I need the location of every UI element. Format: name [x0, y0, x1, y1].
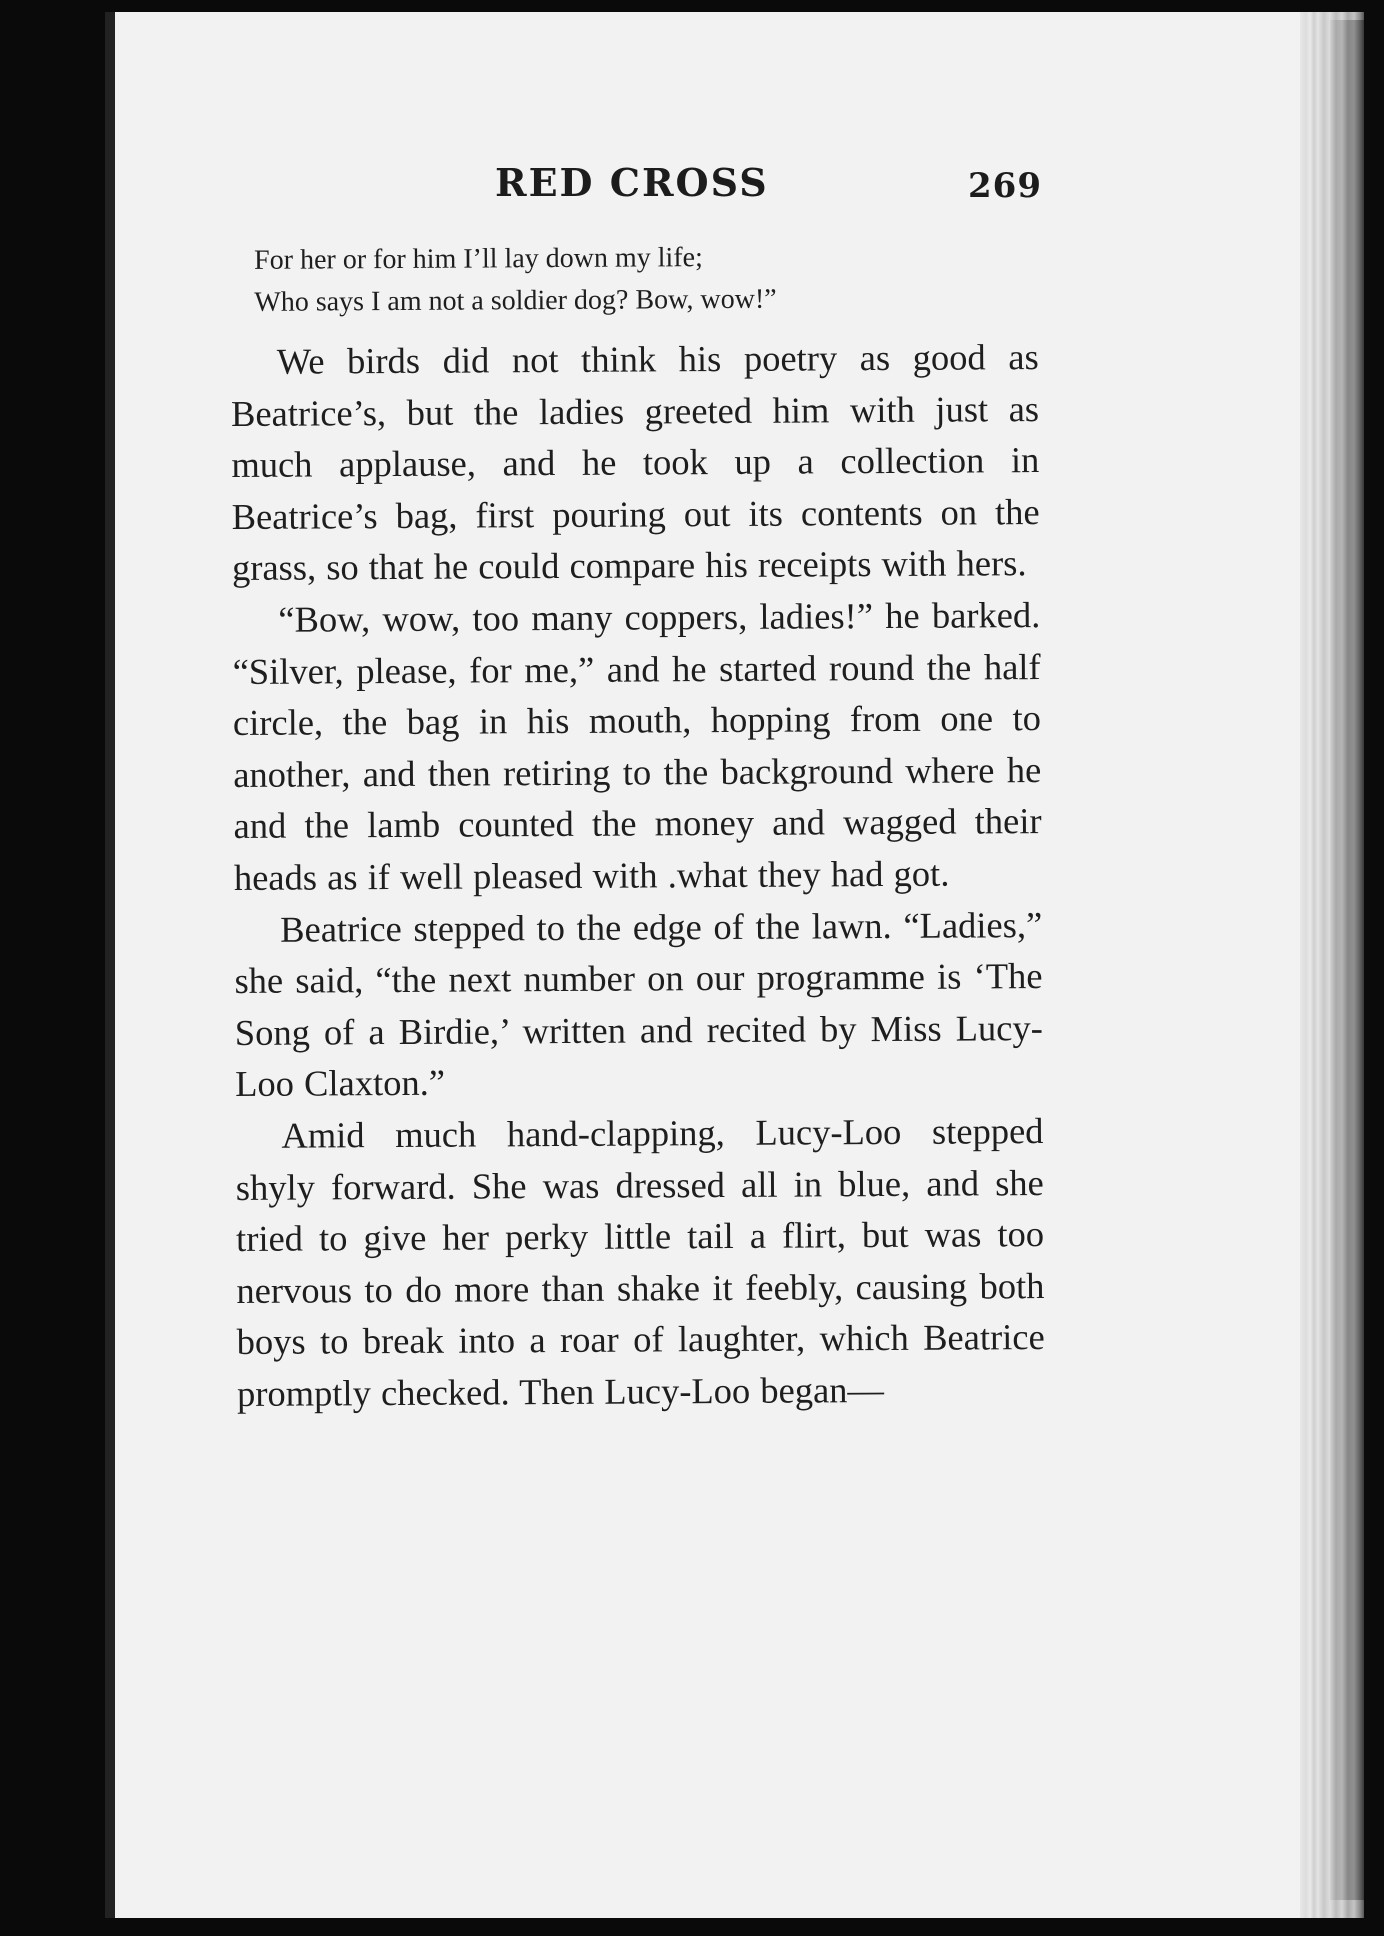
verse-line: Who says I am not a soldier dog? Bow, wow!” [254, 283, 777, 318]
running-head [0, 160, 1384, 220]
paragraph: Amid much hand-clapping, Lucy-Loo stepped shyly forward. She was dressed all in blue, and she tried to give her perky little tail a flirt, but was too nervous to do more than shake it feebly, causing both boys to break into a roar of laughter, which Beatrice promptly checked. Then Lucy-Loo began— [235, 1109, 1045, 1414]
body-text [230, 235, 1045, 1419]
paragraph: Beatrice stepped to the edge of the lawn. “Ladies,” she said, “the next number on our programme is ‘The Song of a Birdie,’ written and recited by Miss Lucy-Loo Claxton.” [234, 903, 1043, 1105]
paragraph: We birds did not think his poetry as good as Beatrice’s, but the ladies greeted him with just as much applause, and he took up a collection in Beatrice’s bag, first pouring out its contents on the grass, so that he could compare his receipts with hers. [230, 336, 1040, 589]
verse-block [254, 235, 1038, 324]
book-spine-shadow [105, 12, 115, 1918]
chapter-title: RED CROSS [495, 160, 769, 205]
paragraph: “Bow, wow, too many coppers, ladies!” he barked. “Silver, please, for me,” and he started round the half circle, the bag in his mouth, hopping from one to another, and then retiring to the background where he and the lamb counted the money and wagged their heads as if well pleased with .what they had got. [232, 594, 1042, 898]
page-number: 269 [968, 166, 1042, 206]
verse-line: For her or for him I’ll lay down my life; [254, 242, 703, 276]
page-edge-shadow [1330, 20, 1364, 1900]
